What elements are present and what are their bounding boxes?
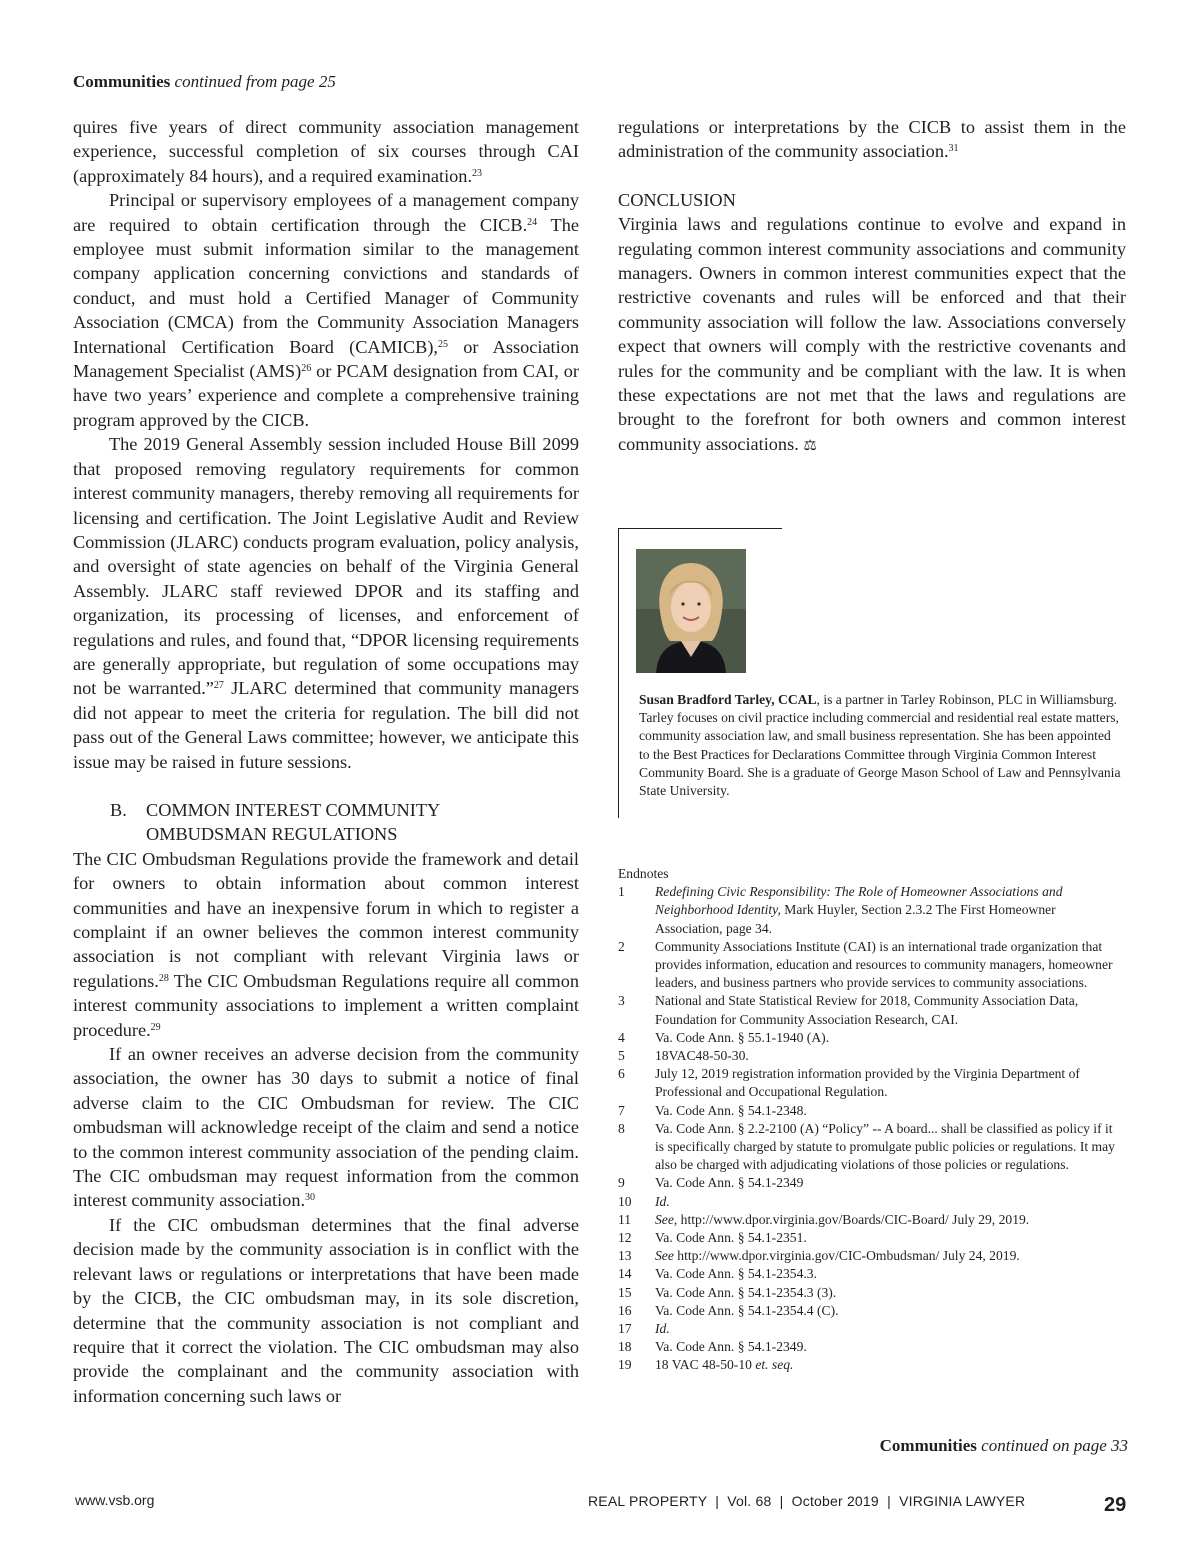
endnote-item <box>618 1193 1118 1211</box>
endnote-text: Redefining Civic Responsibility: The Role of Homeowner Associations and Neighborhood Identity, Mark Huyler, Section 2.3.2 The First Homeowner Association, page 34. <box>655 884 1063 936</box>
endnote-text: Va. Code Ann. § 2.2-2100 (A) “Policy” -- A board... shall be classified as policy if it is specifically charged by statute to promulgate public policies or regulations. It may also be charged with adjudicating violations of those policies or regulations. <box>655 1120 1115 1173</box>
endnote-text: Va. Code Ann. § 54.1-2348. <box>655 1102 807 1118</box>
endnote-item <box>618 1356 1118 1374</box>
endnote-number: 2 <box>618 938 625 954</box>
endnote-number: 7 <box>618 1102 625 1118</box>
endnote-number: 5 <box>618 1048 625 1064</box>
endnote-list <box>618 883 1118 1374</box>
scales-of-justice-icon: ⚖ <box>803 435 817 454</box>
continued-from-header <box>73 72 336 92</box>
endnote-item <box>618 1284 1118 1302</box>
paragraph: The CIC Ombudsman Regulations provide the framework and detail for owners to obtain information about common interest communities and have an inexpensive forum in which to register a complaint if an owner believes the common interest community association is not compliant with relevant Virginia laws or regulations.$^{28}$ The CIC Ombudsman Regulations require all common interest community associations to implement a written complaint procedure.$^{29}$ <box>73 848 579 1040</box>
author-description: , is a partner in Tarley Robinson, PLC in Williamsburg. Tarley focuses on civil practice including commercial and residential real estate matters, community association law, and small business representation. She has been appointed to the Best Practices for Declarations Committee through Virginia Common Interest Community Board. She is a graduate of George Mason School of Law and Pennsylvania State University. <box>639 692 1121 799</box>
bio-top-rule <box>618 528 782 529</box>
endnote-item <box>618 1320 1118 1338</box>
author-bio-box <box>618 528 1121 818</box>
endnote-item <box>618 1338 1118 1356</box>
conclusion-heading: CONCLUSION <box>618 189 736 210</box>
paragraph: quires five years of direct community association management experience, successful completion of six courses through CAI (approximately 84 hours), and a required examination.$^{23}$ <box>73 117 579 186</box>
endnote-text: See, http://www.dpor.virginia.gov/Boards/CIC-Board/ July 29, 2019. <box>655 1211 1030 1227</box>
endnote-number: 14 <box>618 1266 632 1282</box>
endnote-text: 18VAC48-50-30. <box>655 1048 749 1064</box>
endnote-item <box>618 1102 1118 1120</box>
conclusion-paragraph: Virginia laws and regulations continue to evolve and expand in regulating common interest community associations and community managers. Owners in common interest communities expect that the restrictive covenants and rules will be enforced and that their community association will follow the law. Associations conversely expect that owners will comply with the restrictive covenants and rules for the community and be compliant with the law. It is when these expectations are not met that the laws and regulations are brought to the forefront for both owners and common interest community associations. ⚖ <box>618 214 1126 454</box>
endnote-number: 18 <box>618 1339 632 1355</box>
endnote-number: 8 <box>618 1120 625 1136</box>
continued-on-text: continued on page 33 <box>981 1436 1128 1455</box>
footnote-ref[interactable]: 24 <box>527 216 538 228</box>
endnote-number: 11 <box>618 1211 632 1227</box>
endnote-item <box>618 1229 1118 1247</box>
endnote-text: Id. <box>655 1321 670 1337</box>
bio-left-rule <box>618 528 619 818</box>
endnote-number: 10 <box>618 1193 632 1209</box>
endnote-text: Va. Code Ann. § 54.1-2349 <box>655 1175 804 1191</box>
endnotes <box>618 865 1118 1375</box>
endnote-number: 9 <box>618 1175 625 1191</box>
publication-info: REAL PROPERTY | Vol. 68 | October 2019 | VIRGINIA LAWYER <box>588 1493 1026 1509</box>
endnote-item <box>618 1120 1118 1175</box>
page-number: 29 <box>1104 1494 1127 1516</box>
endnote-number: 12 <box>618 1230 632 1246</box>
endnote-text: See http://www.dpor.virginia.gov/CIC-Ombudsman/ July 24, 2019. <box>655 1248 1020 1264</box>
endnote-item <box>618 1029 1118 1047</box>
endnote-number: 3 <box>618 993 625 1009</box>
endnote-text: Va. Code Ann. § 54.1-2354.3 (3). <box>655 1284 837 1300</box>
continued-on-footer <box>880 1436 1128 1456</box>
paragraph: regulations or interpretations by the CICB to assist them in the administration of the community association.$^{31}$ <box>618 117 1126 162</box>
endnote-text: July 12, 2019 registration information provided by the Virginia Department of Professional and Occupational Regulation. <box>655 1066 1080 1100</box>
right-column <box>618 115 1126 457</box>
subheading-text: COMMON INTEREST COMMUNITY OMBUDSMAN REGULATIONS <box>146 799 440 845</box>
author-bio-text <box>639 691 1123 800</box>
footnote-ref[interactable]: 26 <box>301 363 312 375</box>
endnote-number: 13 <box>618 1248 632 1264</box>
endnote-text: Va. Code Ann. § 54.1-2354.3. <box>655 1266 817 1282</box>
endnote-text: Va. Code Ann. § 54.1-2351. <box>655 1230 807 1246</box>
author-photo <box>636 549 746 673</box>
endnote-number: 16 <box>618 1302 632 1318</box>
left-column <box>73 115 579 1408</box>
endnote-item <box>618 1211 1118 1229</box>
paragraph: If an owner receives an adverse decision from the community association, the owner has 30 days to submit a notice of final adverse claim to the CIC Ombudsman for review. The CIC ombudsman will acknowledge receipt of the claim and send a notice to the common interest community association of the pending claim. The CIC ombudsman may request information from the common interest community association.$^{30}$ <box>73 1044 579 1211</box>
endnote-text: National and State Statistical Review for 2018, Community Association Data, Foundation for Community Association Research, CAI. <box>655 993 1079 1027</box>
footnote-ref[interactable]: 27 <box>213 680 224 692</box>
footnote-ref[interactable]: 29 <box>150 1021 161 1033</box>
endnote-item <box>618 1302 1118 1320</box>
section-name: Communities <box>879 1436 977 1455</box>
endnote-number: 19 <box>618 1357 632 1373</box>
paragraph: The 2019 General Assembly session included House Bill 2099 that proposed removing regulatory requirements for common interest community managers, thereby removing all requirements for licensing and certification. The Joint Legislative Audit and Review Commission (JLARC) conducts program evaluation, policy analysis, and oversight of state agencies on behalf of the Virginia General Assembly. JLARC staff reviewed DPOR and its staffing and organization, its processing of licenses, and enforcement of regulations and rules, and found that, “DPOR licensing requirements are generally appropriate, but regulation of some occupations may not be warranted.”$^{27}$ JLARC determined that community managers did not appear to meet the criteria for regulation. The bill did not pass out of the General Laws committee; however, we anticipate this issue may be raised in future sessions. <box>73 434 579 772</box>
website-link[interactable]: www.vsb.org <box>75 1492 155 1508</box>
footnote-ref[interactable]: 30 <box>305 1192 316 1204</box>
endnote-text: Community Associations Institute (CAI) is an international trade organization that provides information, education and resources to community managers, homeowner leaders, and business partners who provide services to community associations. <box>655 938 1113 991</box>
endnote-number: 4 <box>618 1029 625 1045</box>
paragraph: Principal or supervisory employees of a management company are required to obtain certification through the CICB.$^{24}$ The employee must submit information similar to the management company application concerning convictions and standards of conduct, and must hold a Certified Manager of Community Association (CMCA) from the Community Association Managers International Certification Board (CAMICB),$^{25}$ or Association Management Specialist (AMS)$^{26}$ or PCAM designation from CAI, or have two years’ experience and complete a comprehensive training program approved by the CICB. <box>73 190 579 430</box>
section-subheading <box>73 798 579 847</box>
endnote-item <box>618 883 1118 938</box>
endnote-text: 18 VAC 48-50-10 et. seq. <box>655 1357 794 1373</box>
author-name: Susan Bradford Tarley, CCAL <box>639 692 817 707</box>
endnote-item <box>618 1047 1118 1065</box>
endnote-item <box>618 992 1118 1028</box>
endnote-number: 1 <box>618 884 625 900</box>
continued-from-text: continued from page 25 <box>174 72 336 91</box>
footnote-ref[interactable]: 28 <box>158 972 169 984</box>
endnote-item <box>618 1174 1118 1192</box>
endnote-item <box>618 1065 1118 1101</box>
endnote-item <box>618 938 1118 993</box>
endnotes-title: Endnotes <box>618 866 669 881</box>
footnote-ref[interactable]: 31 <box>948 143 959 155</box>
endnote-number: 6 <box>618 1066 625 1082</box>
subheading-letter: B. <box>110 799 127 820</box>
endnote-number: 15 <box>618 1284 632 1300</box>
footnote-ref[interactable]: 23 <box>472 167 483 179</box>
endnote-number: 17 <box>618 1321 632 1337</box>
endnote-item <box>618 1265 1118 1283</box>
paragraph: If the CIC ombudsman determines that the final adverse decision made by the community association is in conflict with the relevant laws or regulations or interpretations that have been made by the CICB, the CIC ombudsman may, in its sole discretion, determine that the community association is not compliant and require that it correct the violation. The CIC ombudsman may also provide the complainant and the community association with information concerning such laws or <box>73 1214 579 1406</box>
endnote-item <box>618 1247 1118 1265</box>
endnote-text: Va. Code Ann. § 54.1-2354.4 (C). <box>655 1302 839 1318</box>
endnote-text: Va. Code Ann. § 54.1-2349. <box>655 1339 807 1355</box>
endnote-text: Va. Code Ann. § 55.1-1940 (A). <box>655 1029 830 1045</box>
section-name: Communities <box>73 72 171 91</box>
endnote-text: Id. <box>655 1193 670 1209</box>
footnote-ref[interactable]: 25 <box>438 338 449 350</box>
